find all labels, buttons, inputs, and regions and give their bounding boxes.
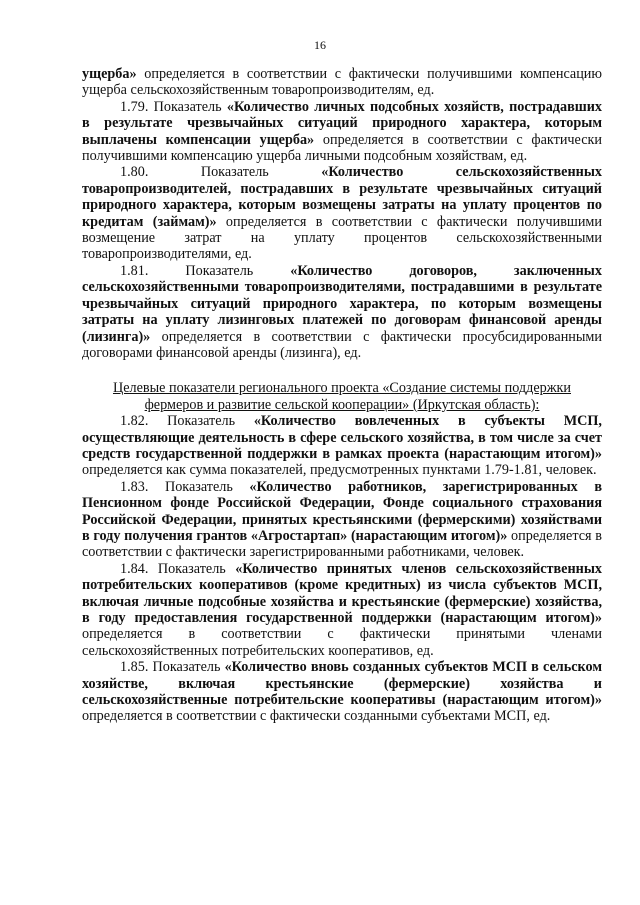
paragraph-text: 1.83. Показатель [120,478,250,495]
paragraph-p183 [82,479,602,561]
indicator-name: «Количество работников, зарегистрированных в Пенсионном фонде Российской Федерации, Фонде социального страхования Российской Федерации, принятых крестьянскими (фермерскими) хозяйствами в году получения грантов «Агростартап» (нарастающим итогом)» [82,478,602,544]
indicators-block-1 [82,66,602,361]
paragraph-text: определяется в соответствии с фактически получившими компенсацию ущерба личными подсобным хозяйствам, ед. [82,131,602,165]
indicator-name: «Количество вовлеченных в субъекты МСП, осуществляющие деятельность в сфере сельского хозяйства, в том числе за счет средств государственной поддержки в рамках проекта (нарастающим итогом)» [82,413,602,462]
paragraph-text: определяется в соответствии с фактически зарегистрированными работниками, человек. [82,527,602,561]
paragraph-text: определяется в соответствии с фактически просубсидированными договорами финансовой аренды (лизинга), ед. [82,328,602,361]
indicator-name: ущерба» [82,66,137,82]
paragraph-p0 [82,66,602,99]
section-heading: Целевые показатели регионального проекта «Создание системы поддержки фермеров и развитие сельской кооперации» (Иркутская область): [112,380,571,413]
indicator-name: «Количество принятых членов сельскохозяйственных потребительских кооперативов (кроме кредитных) из числа субъектов МСП, включая личные подсобные хозяйства и крестьянские (фермерские) хозяйства, в году предоставления государственной поддержки (нарастающим итогом)» [82,560,602,626]
paragraph-text: 1.80. Показатель [120,164,322,181]
indicator-name: «Количество договоров, заключенных сельскохозяйственными товаропроизводителями, пострадавшими в результате чрезвычайных ситуаций природного характера, по которым возмещены затраты на уплату лизинговых платежей по договорам финансовой аренды (лизинга)» [82,262,602,345]
paragraph-text: 1.81. Показатель [120,262,291,279]
paragraph-text: 1.79. Показатель [120,98,227,115]
section-spacer [82,361,602,380]
paragraph-p182 [82,413,602,479]
indicator-name: «Количество сельскохозяйственных товаропроизводителей, пострадавших в результате чрезвычайных ситуаций природного характера, которым возмещены затраты на уплату процентов по кредитам (займам)» [82,164,602,230]
page-number: 16 [314,38,326,52]
paragraph-text: 1.84. Показатель [120,560,236,577]
indicators-block-2 [82,413,602,725]
document-body [82,66,602,725]
paragraph-text: определяется в соответствии с фактически получившими компенсацию ущерба сельскохозяйственным товаропроизводителям, ед. [82,66,602,99]
indicator-name: «Количество вновь созданных субъектов МСП в сельском хозяйстве, включая крестьянские (фермерские) хозяйства и сельскохозяйственные потребительские кооперативы (нарастающим итогом)» [82,659,602,709]
paragraph-text: 1.82. Показатель [120,413,254,430]
paragraph-p185 [82,659,602,725]
paragraph-p179 [82,99,602,165]
paragraph-p184 [82,561,602,659]
paragraph-text: определяется в соответствии с фактически принятыми членами сельскохозяйственных потребительских кооперативов, ед. [82,626,602,659]
paragraph-text: определяется как сумма показателей, предусмотренных пунктами 1.79-1.81, человек. [82,462,597,479]
indicator-name: «Количество личных подсобных хозяйств, пострадавших в результате чрезвычайных ситуаций природного характера, которым выплачены компенсации ущерба» [82,98,602,148]
paragraph-p180 [82,164,602,262]
paragraph-text: 1.85. Показатель [120,659,225,676]
paragraph-text: определяется в соответствии с фактически созданными субъектами МСП, ед. [82,708,551,725]
paragraph-p181 [82,263,602,361]
paragraph-text: определяется в соответствии с фактически получившими возмещение затрат на уплату процентов сельскохозяйственными товаропроизводителями, ед. [82,213,602,263]
